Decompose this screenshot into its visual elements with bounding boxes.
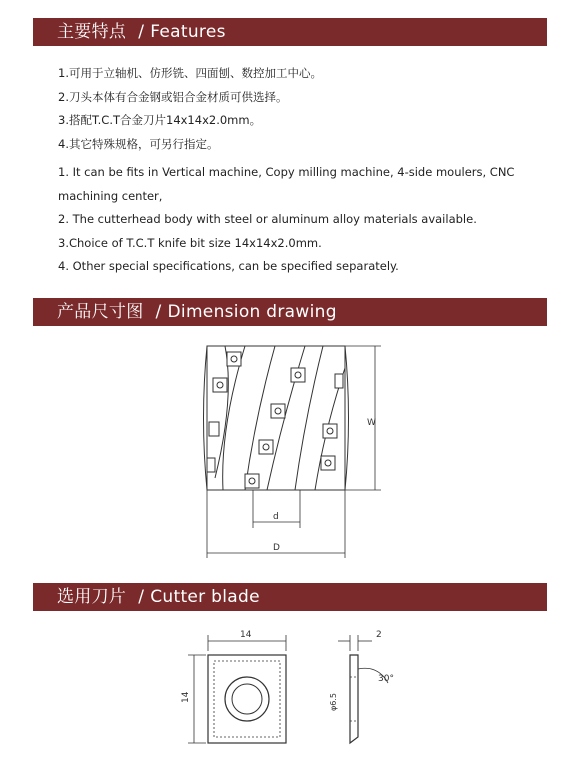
blade-length-label: 14	[240, 630, 252, 640]
blade-height-label: 14	[181, 691, 191, 703]
dim-label-bore: d	[273, 512, 279, 522]
feature-en-item: 1. It can be fits in Vertical machine, Copy milling machine, 4-side moulers, CNC machining center,	[58, 165, 515, 203]
features-header	[33, 18, 547, 46]
feature-cn-item: 1.可用于立轴机、仿形铣、四面刨、数控加工中心。	[58, 66, 322, 80]
cutterhead-drawing	[195, 338, 395, 563]
blade-title-divider: /	[138, 587, 145, 607]
features-title-divider: /	[138, 22, 145, 42]
blade-hole-label: φ6.5	[329, 693, 338, 711]
blade-title-cn: 选用刀片	[57, 587, 127, 607]
dimension-title-divider: /	[155, 302, 162, 322]
dimension-header	[33, 298, 547, 326]
dim-label-diameter: D	[273, 543, 280, 553]
blade-side-view	[320, 625, 420, 757]
feature-cn-item: 4.其它特殊规格，可另行指定。	[58, 136, 219, 151]
blade-thickness-label: 2	[376, 630, 382, 640]
blade-front-view	[178, 625, 298, 757]
feature-en-item: 2. The cutterhead body with steel or aluminum alloy materials available.	[58, 212, 477, 227]
feature-cn-item: 2.刀头本体有合金钢或铝合金材质可供选择。	[58, 89, 288, 104]
dimension-title-cn: 产品尺寸图	[57, 302, 144, 322]
features-list-en	[58, 161, 538, 279]
features-list-cn	[58, 62, 322, 156]
features-title-en: Features	[150, 22, 226, 42]
feature-cn-item: 3.搭配T.C.T合金刀片14x14x2.0mm。	[58, 113, 262, 127]
feature-en-item: 3.Choice of T.C.T knife bit size 14x14x2.0mm.	[58, 235, 322, 250]
blade-title-en: Cutter blade	[150, 587, 260, 607]
dim-label-width: W	[367, 418, 376, 428]
feature-en-item: 4. Other special specifications, can be specified separately.	[58, 259, 399, 274]
blade-header	[33, 583, 547, 611]
features-title-cn: 主要特点	[57, 22, 127, 42]
blade-angle-label: 30°	[378, 674, 394, 684]
dimension-title-en: Dimension drawing	[167, 302, 337, 322]
